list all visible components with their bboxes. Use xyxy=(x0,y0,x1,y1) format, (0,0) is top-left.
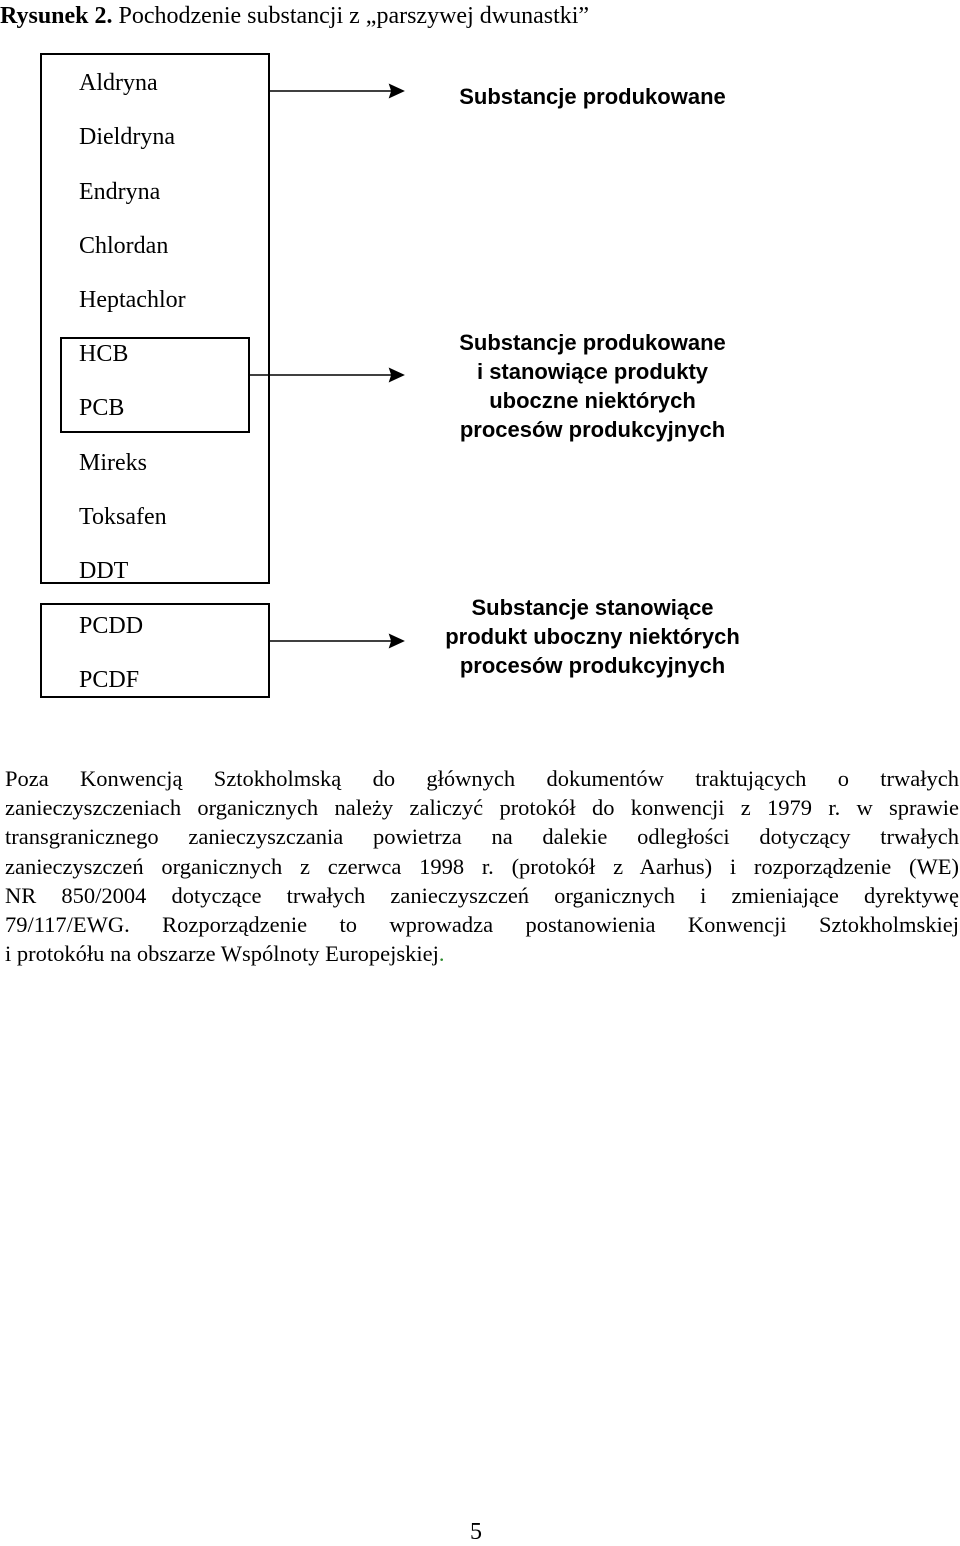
paragraph-line: zanieczyszczeniach organicznych należy zaliczyć protokół do konwencji z 1979 r. w sprawie xyxy=(5,795,959,821)
paragraph-line: 79/117/EWG. Rozporządzenie to wprowadza postanowienia Konwencji Sztokholmskiej xyxy=(5,912,959,938)
substance-pcb: PCB xyxy=(79,395,125,421)
paragraph-end-dot: . xyxy=(438,941,445,967)
category-produced-byproduct-line: procesów produkcyjnych xyxy=(459,417,726,442)
substance-pcdf: PCDF xyxy=(79,667,140,693)
body-paragraph xyxy=(5,764,959,968)
substance-aldryna: Aldryna xyxy=(79,70,158,96)
paragraph-line: transgranicznego zanieczyszczania powietrza na dalekie odległości dotyczący trwałych xyxy=(5,824,959,850)
figure-label: Rysunek 2. xyxy=(0,3,113,29)
paragraph-line: zanieczyszczeń organicznych z czerwca 1998 r. (protokół z Aarhus) i rozporządzenie (WE) xyxy=(5,853,959,879)
paragraph-line: i protokółu na obszarze Wspólnoty Europejskiej xyxy=(5,941,439,967)
substance-dieldryna: Dieldryna xyxy=(79,124,175,150)
figure-title: Pochodzenie substancji z „parszywej dwunastki” xyxy=(118,3,590,29)
category-produced-byproduct-line: i stanowiące produkty xyxy=(476,359,709,384)
substance-ddt: DDT xyxy=(79,558,129,584)
category-byproduct-line: produkt uboczny niektórych xyxy=(445,624,740,649)
substance-endryna: Endryna xyxy=(79,179,161,205)
category-byproduct-line: Substancje stanowiące xyxy=(471,595,714,620)
paragraph-line: Poza Konwencją Sztokholmską do głównych dokumentów traktujących o trwałych xyxy=(5,766,959,791)
substance-mireks: Mireks xyxy=(79,450,147,476)
substance-chlordan: Chlordan xyxy=(79,233,169,259)
paragraph-line: NR 850/2004 dotyczące trwałych zanieczyszczeń organicznych i zmieniające dyrektywę xyxy=(5,882,959,908)
paragraph-last-line xyxy=(5,939,959,968)
category-produced-byproduct-line: uboczne niektórych xyxy=(489,388,696,413)
substance-pcdd: PCDD xyxy=(79,613,144,639)
page-number: 5 xyxy=(470,1519,482,1545)
category-produced-byproduct xyxy=(440,328,745,444)
category-byproduct-line: procesów produkcyjnych xyxy=(459,653,726,678)
category-byproduct xyxy=(440,593,745,680)
category-produced-byproduct-line: Substancje produkowane xyxy=(459,330,726,355)
category-produced: Substancje produkowane xyxy=(459,84,726,109)
substance-hcb: HCB xyxy=(79,341,129,367)
substance-heptachlor: Heptachlor xyxy=(79,287,186,313)
substance-toksafen: Toksafen xyxy=(79,504,167,530)
